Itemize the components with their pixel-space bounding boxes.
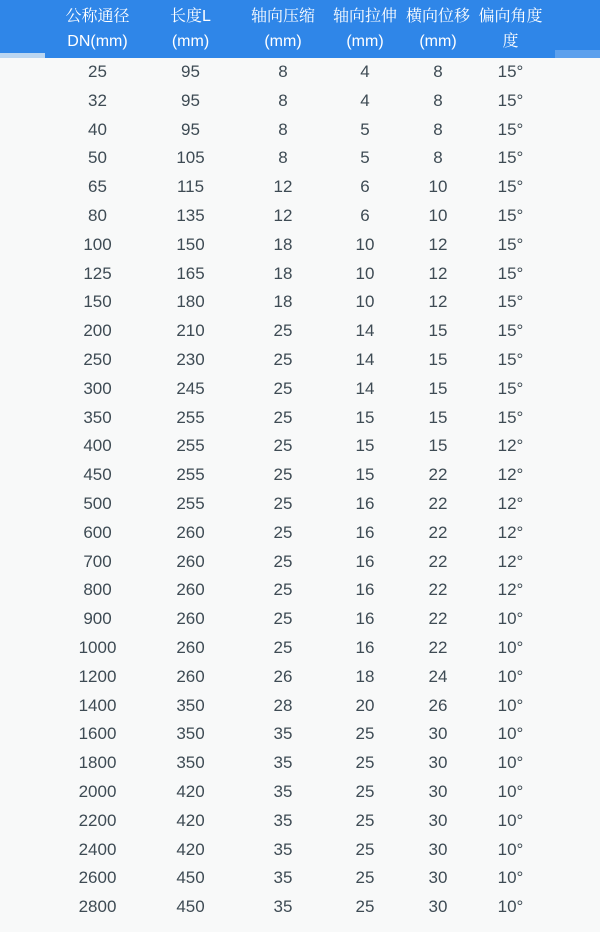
table-cell: 26 <box>428 695 448 715</box>
table-row <box>0 404 600 433</box>
table-cell: 25 <box>273 609 293 629</box>
table-cell: 150 <box>83 292 112 312</box>
table-cell: 10 <box>428 177 448 197</box>
table-row <box>0 202 600 231</box>
table-cell: 16 <box>355 609 375 629</box>
table-cell: 1400 <box>78 695 117 715</box>
header-scrollbar-remnant-left <box>0 53 45 58</box>
table-cell: 1800 <box>78 753 117 773</box>
table-cell: 200 <box>83 321 112 341</box>
table-cell: 95 <box>181 119 200 139</box>
table-cell: 35 <box>273 839 293 859</box>
table-row <box>0 173 600 202</box>
table-cell: 20 <box>355 695 375 715</box>
table-row <box>0 58 600 87</box>
table-row <box>0 432 600 461</box>
table-cell: 12 <box>273 205 293 225</box>
table-cell: 25 <box>273 436 293 456</box>
table-row <box>0 634 600 663</box>
table-cell: 10 <box>355 292 375 312</box>
table-cell: 10° <box>497 666 524 686</box>
table-row <box>0 461 600 490</box>
table-cell: 12° <box>497 580 524 600</box>
table-row <box>0 692 600 721</box>
table-cell: 25 <box>273 551 293 571</box>
table-cell: 35 <box>273 810 293 830</box>
table-cell: 15° <box>497 349 524 369</box>
table-cell: 25 <box>273 522 293 542</box>
table-cell: 35 <box>273 868 293 888</box>
table-cell: 22 <box>428 609 448 629</box>
column-header-nominal-diameter <box>52 4 143 54</box>
table-cell: 15° <box>497 407 524 427</box>
table-cell: 420 <box>176 810 205 830</box>
table-cell: 2000 <box>78 781 117 801</box>
table-cell: 10° <box>497 897 524 917</box>
table-cell: 350 <box>83 407 112 427</box>
column-header-axial-extension <box>328 4 402 54</box>
table-cell: 30 <box>428 897 448 917</box>
table-cell: 210 <box>176 321 205 341</box>
table-cell: 26 <box>273 666 293 686</box>
table-cell: 25 <box>273 321 293 341</box>
table-cell: 15° <box>497 263 524 283</box>
table-cell: 10° <box>497 695 524 715</box>
column-header-line2: (mm) <box>264 33 302 50</box>
table-row <box>0 864 600 893</box>
table-cell: 30 <box>428 810 448 830</box>
table-cell: 25 <box>273 580 293 600</box>
table-row <box>0 87 600 116</box>
table-row <box>0 548 600 577</box>
table-cell: 25 <box>273 378 293 398</box>
table-cell: 12° <box>497 436 524 456</box>
table-cell: 22 <box>428 637 448 657</box>
table-cell: 5 <box>360 148 370 168</box>
table-cell: 450 <box>176 868 205 888</box>
table-cell: 12° <box>497 493 524 513</box>
table-cell: 350 <box>176 695 205 715</box>
column-header-length <box>143 4 238 54</box>
table-cell: 80 <box>88 205 107 225</box>
table-row <box>0 778 600 807</box>
table-cell: 230 <box>176 349 205 369</box>
table-row <box>0 260 600 289</box>
table-cell: 35 <box>273 753 293 773</box>
table-cell: 260 <box>176 666 205 686</box>
table-cell: 115 <box>176 177 205 197</box>
table-cell: 15° <box>497 148 524 168</box>
table-cell: 260 <box>176 609 205 629</box>
table-row <box>0 317 600 346</box>
table-row <box>0 231 600 260</box>
table-cell: 15° <box>497 119 524 139</box>
table-cell: 15° <box>497 234 524 254</box>
table-cell: 12 <box>428 292 448 312</box>
table-cell: 12° <box>497 522 524 542</box>
table-cell: 10 <box>355 234 375 254</box>
table-cell: 8 <box>433 119 443 139</box>
table-cell: 800 <box>83 580 112 600</box>
table-cell: 30 <box>428 781 448 801</box>
table-cell: 4 <box>360 90 370 110</box>
table-row <box>0 144 600 173</box>
table-cell: 1200 <box>78 666 117 686</box>
table-row <box>0 836 600 865</box>
table-cell: 12 <box>428 234 448 254</box>
table-cell: 16 <box>355 551 375 571</box>
table-cell: 25 <box>273 493 293 513</box>
table-body <box>0 58 600 922</box>
table-cell: 420 <box>176 839 205 859</box>
column-header-line2: 度 <box>502 33 519 50</box>
table-cell: 15° <box>497 321 524 341</box>
column-header-line2: (mm) <box>346 33 384 50</box>
table-cell: 35 <box>273 781 293 801</box>
table-cell: 6 <box>360 177 370 197</box>
column-header-axial-compression <box>238 4 328 54</box>
table-cell: 8 <box>433 62 443 81</box>
table-cell: 14 <box>355 321 375 341</box>
table-cell: 15 <box>355 407 375 427</box>
table-row <box>0 490 600 519</box>
table-cell: 15 <box>428 321 448 341</box>
table-cell: 15 <box>428 378 448 398</box>
table-cell: 180 <box>176 292 205 312</box>
table-cell: 100 <box>83 234 112 254</box>
table-cell: 35 <box>273 724 293 744</box>
table-cell: 50 <box>88 148 107 168</box>
table-cell: 8 <box>278 148 288 168</box>
table-row <box>0 720 600 749</box>
table-cell: 25 <box>355 753 375 773</box>
table-cell: 6 <box>360 205 370 225</box>
table-cell: 260 <box>176 637 205 657</box>
table-cell: 2600 <box>78 868 117 888</box>
table-cell: 22 <box>428 493 448 513</box>
table-cell: 10° <box>497 810 524 830</box>
table-cell: 95 <box>181 90 200 110</box>
table-cell: 12° <box>497 551 524 571</box>
table-cell: 15 <box>355 436 375 456</box>
table-cell: 500 <box>83 493 112 513</box>
table-cell: 25 <box>355 724 375 744</box>
table-cell: 10° <box>497 724 524 744</box>
table-cell: 300 <box>83 378 112 398</box>
table-cell: 255 <box>176 493 205 513</box>
table-row <box>0 288 600 317</box>
table-row <box>0 807 600 836</box>
column-header-line1: 公称通径 <box>65 8 130 25</box>
table-cell: 10° <box>497 753 524 773</box>
table-cell: 8 <box>278 119 288 139</box>
table-cell: 25 <box>273 637 293 657</box>
table-cell: 5 <box>360 119 370 139</box>
table-cell: 260 <box>176 522 205 542</box>
table-cell: 22 <box>428 465 448 485</box>
table-cell: 18 <box>273 234 293 254</box>
table-cell: 250 <box>83 349 112 369</box>
table-row <box>0 576 600 605</box>
table-cell: 255 <box>176 436 205 456</box>
table-cell: 400 <box>83 436 112 456</box>
table-cell: 8 <box>433 148 443 168</box>
table-row <box>0 663 600 692</box>
table-cell: 10° <box>497 839 524 859</box>
column-header-line1: 偏向角度 <box>478 8 543 25</box>
table-cell: 350 <box>176 724 205 744</box>
table-cell: 14 <box>355 378 375 398</box>
table-cell: 15 <box>428 349 448 369</box>
table-cell: 8 <box>278 90 288 110</box>
column-header-line1: 横向位移 <box>405 8 470 25</box>
table-cell: 16 <box>355 493 375 513</box>
table-cell: 14 <box>355 349 375 369</box>
table-cell: 32 <box>88 90 107 110</box>
table-cell: 30 <box>428 868 448 888</box>
table-cell: 15 <box>355 465 375 485</box>
table-cell: 255 <box>176 407 205 427</box>
table-cell: 28 <box>273 695 293 715</box>
table-cell: 25 <box>355 781 375 801</box>
table-cell: 25 <box>355 897 375 917</box>
table-cell: 1600 <box>78 724 117 744</box>
table-cell: 10 <box>428 205 448 225</box>
table-cell: 22 <box>428 580 448 600</box>
table-cell: 15° <box>497 177 524 197</box>
table-cell: 4 <box>360 62 370 81</box>
column-header-line2: (mm) <box>171 33 210 50</box>
table-cell: 8 <box>433 90 443 110</box>
column-header-line1: 长度L <box>170 8 211 25</box>
table-cell: 16 <box>355 580 375 600</box>
table-cell: 22 <box>428 522 448 542</box>
column-header-deflection-angle <box>474 4 547 54</box>
table-cell: 105 <box>176 148 205 168</box>
table-cell: 12° <box>497 465 524 485</box>
table-row <box>0 749 600 778</box>
table-cell: 260 <box>176 580 205 600</box>
table-cell: 245 <box>176 378 205 398</box>
table-row <box>0 346 600 375</box>
table-cell: 900 <box>83 609 112 629</box>
table-cell: 65 <box>88 177 107 197</box>
table-cell: 40 <box>88 119 107 139</box>
table-cell: 25 <box>273 465 293 485</box>
table-row <box>0 605 600 634</box>
table-cell: 95 <box>181 62 200 81</box>
header-scrollbar-remnant-right <box>555 50 600 58</box>
table-cell: 12 <box>428 263 448 283</box>
table-cell: 700 <box>83 551 112 571</box>
table-cell: 135 <box>176 205 205 225</box>
column-header-line1: 轴向拉伸 <box>332 8 397 25</box>
table-cell: 25 <box>273 349 293 369</box>
table-cell: 600 <box>83 522 112 542</box>
table-cell: 10° <box>497 868 524 888</box>
table-cell: 25 <box>273 407 293 427</box>
table-cell: 18 <box>273 263 293 283</box>
table-cell: 165 <box>176 263 205 283</box>
table-cell: 10 <box>355 263 375 283</box>
table-cell: 18 <box>355 666 375 686</box>
table-cell: 25 <box>355 839 375 859</box>
table-cell: 12 <box>273 177 293 197</box>
table-cell: 16 <box>355 522 375 542</box>
table-cell: 15° <box>497 205 524 225</box>
table-cell: 25 <box>88 62 107 81</box>
table-cell: 16 <box>355 637 375 657</box>
table-cell: 10° <box>497 609 524 629</box>
table-header-row <box>0 0 600 58</box>
table-cell: 25 <box>355 868 375 888</box>
column-header-lateral-displacement <box>402 4 474 54</box>
table-cell: 30 <box>428 839 448 859</box>
table-cell: 260 <box>176 551 205 571</box>
table-cell: 30 <box>428 753 448 773</box>
table-cell: 15 <box>428 436 448 456</box>
table-cell: 22 <box>428 551 448 571</box>
table-cell: 350 <box>176 753 205 773</box>
table-cell: 15° <box>497 90 524 110</box>
column-header-line1: 轴向压缩 <box>250 8 315 25</box>
table-cell: 15 <box>428 407 448 427</box>
table-cell: 2800 <box>78 897 117 917</box>
table-row <box>0 519 600 548</box>
table-row <box>0 893 600 922</box>
table-cell: 450 <box>83 465 112 485</box>
table-cell: 15° <box>497 292 524 312</box>
table-cell: 24 <box>428 666 448 686</box>
table-cell: 25 <box>355 810 375 830</box>
table-cell: 15° <box>497 62 524 81</box>
table-cell: 150 <box>176 234 205 254</box>
table-cell: 420 <box>176 781 205 801</box>
table-row <box>0 116 600 145</box>
table-cell: 15° <box>497 378 524 398</box>
table-cell: 255 <box>176 465 205 485</box>
table-cell: 1000 <box>78 637 117 657</box>
table-cell: 450 <box>176 897 205 917</box>
table-cell: 8 <box>278 62 288 81</box>
column-header-line2: DN(mm) <box>67 33 128 50</box>
table-cell: 2200 <box>78 810 117 830</box>
table-cell: 10° <box>497 637 524 657</box>
table-cell: 2400 <box>78 839 117 859</box>
table-cell: 35 <box>273 897 293 917</box>
column-header-line2: (mm) <box>419 33 457 50</box>
table-cell: 18 <box>273 292 293 312</box>
table-row <box>0 375 600 404</box>
table-cell: 10° <box>497 781 524 801</box>
table-cell: 30 <box>428 724 448 744</box>
table-cell: 125 <box>83 263 112 283</box>
